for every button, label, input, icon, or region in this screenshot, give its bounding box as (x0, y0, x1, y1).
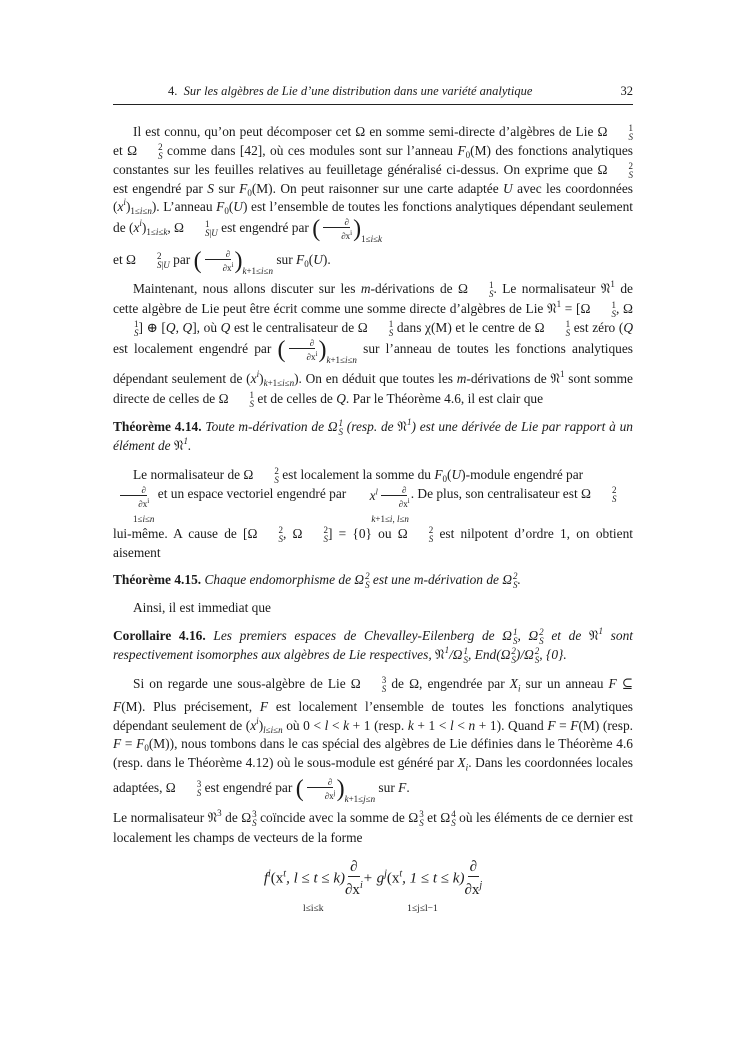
body-text (113, 123, 633, 918)
header-title: 4. Sur les algèbres de Lie d’une distribution dans une variété analytique (168, 84, 533, 98)
paragraph-2: Maintenant, nous allons discuter sur les m-dérivations de Ω 1 S . Le normalisateur 𝔑$^1$ de cette algèbre de Lie peut être écrit comme une somme directe d’algèbres de Lie 𝔑$^1$ = [Ω 1 S , Ω 1 S ] ⊕ [Q, Q], où Q est le centralisateur de Ω 1 S dans χ(M) et le centre de Ω 1 S est zéro (Q est localement engendré par ( $\frac{\partial}{\partial x^i}$ )$_{k+1\le i\le n}$ sur l’anneau de toutes les fonctions analytiques dépendant seulement de $(x^i)_{k+1\le i\le n}$). On en déduit que toutes les m-dérivations de 𝔑$^1$ sont somme directe de celles de Ω 1 S et de celles de Q. Par le Théorème 4.6, il est clair que (113, 279, 633, 409)
paragraph-3: Le normalisateur de Ω 2 S est localement la somme du $F_0(U)$-module engendré par $\frac{\partial}{\partial x^i}$ 1≤i≤n et un espace vectoriel engendré par $x^l$ $\frac{\partial}{\partial x^i}$ k+1≤i, l≤n . De plus, son centralisateur est Ω 2 S lui-même. A cause de [Ω 2 S , Ω 2 S ] = {0} ou Ω 2 S est nilpotent d’ordre 1, on obtient aisement (113, 465, 634, 560)
page-number: 32 (620, 84, 633, 98)
theorem-4-14: Théorème 4.14. Toute m-dérivation de Ω 1 S (resp. de 𝔑$^1$) est une dérivée de Lie par rapport à un élément de 𝔑$^1$. (113, 416, 633, 455)
running-header (113, 84, 633, 105)
theorem-4-15: Théorème 4.15. Chaque endomorphisme de Ω 2 S est une m-dérivation de Ω 2 S . (113, 571, 521, 591)
paragraph-6: Le normalisateur 𝔑$^3$ de Ω 3 S coïncide avec la somme de Ω 3 S et Ω 4 S où les éléments de ce dernier est localement les champs de vecteurs de la forme (113, 807, 634, 845)
paragraph-1: Il est connu, qu’on peut décomposer cet Ω en somme semi-directe d’algèbres de Lie Ω 1 S et Ω 2 S comme dans [42], où ces modules sont sur l’anneau $F_0(M)$ des fonctions analytiques constantes sur les feuilles relatives au feuilletage généralisé ci-dessus. On exprime que Ω 2 S est engendré par S sur $F_0(M)$. On peut raisonner sur une carte adaptée U avec les coordonnées $(x^i)_{1\le i\le n}$). L’anneau $F_0(U)$ est l’ensemble de toutes les fonctions analytiques dépendant seulement de $(x^i)_{1\le i\le k}$, Ω 1 S|U est engendré par ( $\frac{\partial}{\partial x^i}$ )$_{1\le i\le k}$ et Ω 2 S|U par ( $\frac{\partial}{\partial x^i}$ )$_{k+1\le i\le n}$ sur $F_0(U)$. (113, 122, 633, 276)
paragraph-4: Ainsi, il est immediat que (133, 600, 271, 616)
paragraph-5: Si on regarde une sous-algèbre de Lie Ω 3 S de Ω, engendrée par $X_i$ sur un anneau F ⊆ F(M). Plus précisement, F est localement l’ensemble de toutes les fonctions analytiques dépendant seulement de $(x^i)_{l\le i\le n}$ où 0 < l < k + 1 (resp. k + 1 < l < n + 1). Quand F = F(M) (resp. $F = F_0(M)$), nous tombons dans le cas spécial des algèbres de Lie définies dans le Théorème 4.6 (resp. dans le Théorème 4.12) où le sous-module est généré par $X_i$. Dans les coordonnées locales adaptées, Ω 3 S est engendré par ( $\frac{\partial}{\partial x^j}$ )$_{k+1\le j\le n}$ sur F. (113, 674, 634, 805)
corollary-4-16: Corollaire 4.16. Les premiers espaces de Chevalley-Eilenberg de Ω 1 S , Ω 2 S et de 𝔑$^1$ sont respectivement isomorphes aux algèbres de Lie respectives, 𝔑$^1$/Ω 1 S , End(Ω 2 S )/Ω 2 S , {0}. (113, 625, 633, 666)
display-formula: $f^i(x^t$, l ≤ t ≤ k) ∂ $\partial x^i$ l≤i≤k + $g^j(x^t$, 1 ≤ t ≤ k) ∂ $\partial x^j$ 1≤j≤l−1 (263, 859, 483, 915)
page (113, 84, 633, 928)
